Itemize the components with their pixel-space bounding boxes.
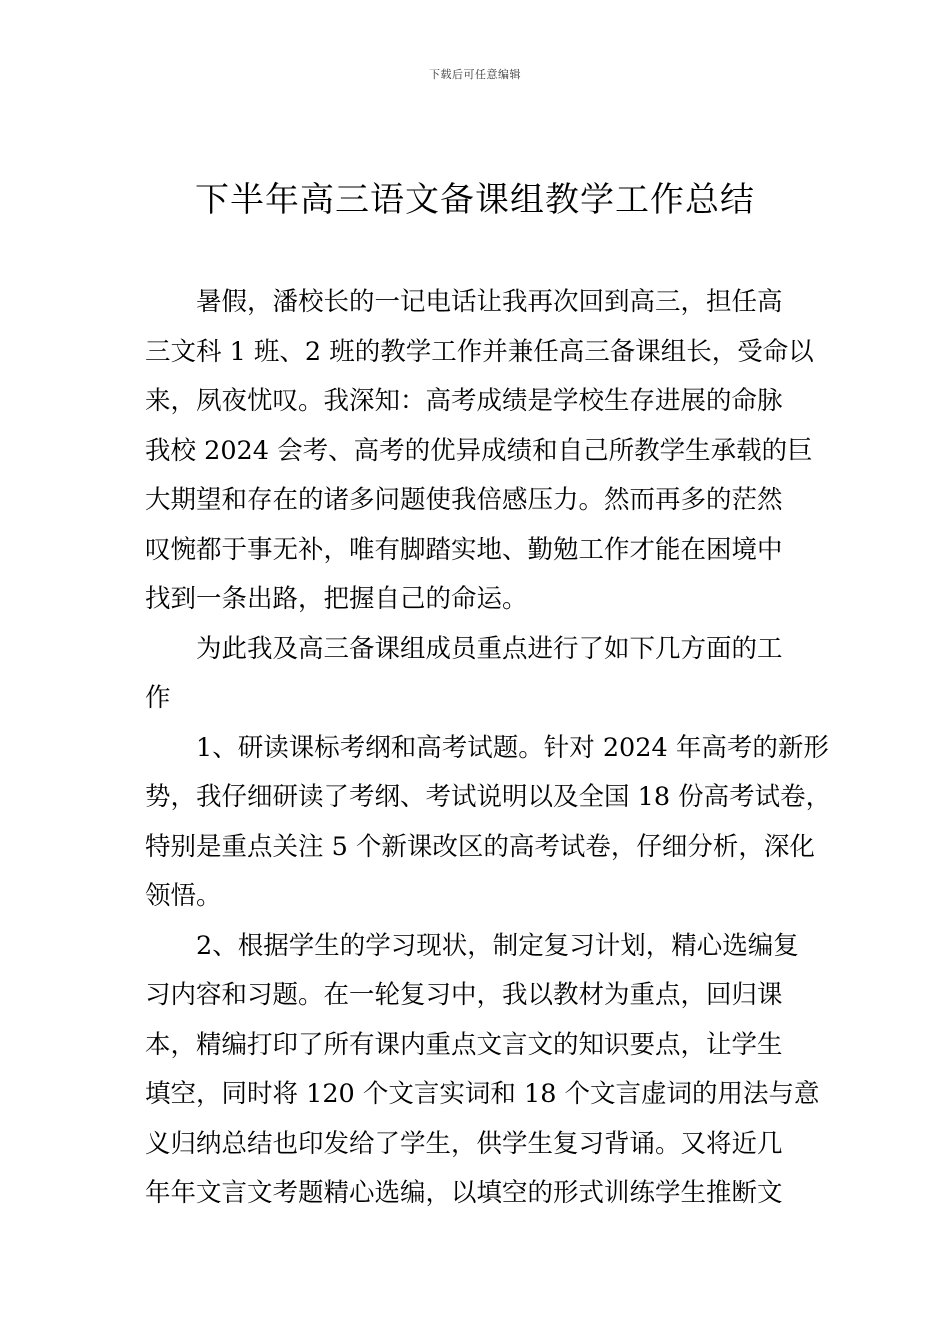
body-line: 为此我及高三备课组成员重点进行了如下几方面的工 xyxy=(196,633,783,664)
body-line: 年年文言文考题精心选编，以填空的形式训练学生推断文 xyxy=(145,1178,783,1208)
body-line: 三文科 1 班、2 班的教学工作并兼任高三备课组长，受命以 xyxy=(145,336,814,367)
body-line: 暑假，潘校长的一记电话让我再次回到高三，担任高 xyxy=(196,287,783,317)
body-line: 本，精编打印了所有课内重点文言文的知识要点，让学生 xyxy=(145,1029,783,1060)
body-line: 来，夙夜忧叹。我深知：高考成绩是学校生存进展的命脉 xyxy=(145,386,783,416)
body-line: 2、根据学生的学习现状，制定复习计划，精心选编复 xyxy=(196,930,799,961)
body-line: 习内容和习题。在一轮复习中，我以教材为重点，回归课 xyxy=(145,980,783,1010)
body-line: 作 xyxy=(145,683,171,713)
body-line: 义归纳总结也印发给了学生，供学生复习背诵。又将近几 xyxy=(145,1128,783,1159)
body-line: 找到一条出路，把握自己的命运。 xyxy=(145,584,528,614)
body-line: 领悟。 xyxy=(145,881,222,911)
body-line: 我校 2024 会考、高考的优异成绩和自己所教学生承载的巨 xyxy=(145,435,813,466)
document-body xyxy=(145,278,832,1219)
body-line: 势，我仔细研读了考纲、考试说明以及全国 18 份高考试卷， xyxy=(145,782,832,812)
body-line: 1、研读课标考纲和高考试题。针对 2024 年高考的新形 xyxy=(196,732,829,763)
document-title: 下半年高三语文备课组教学工作总结 xyxy=(195,180,755,220)
body-line: 叹惋都于事无补，唯有脚踏实地、勤勉工作才能在困境中 xyxy=(145,534,783,565)
page-header-note: 下载后可任意编辑 xyxy=(429,68,521,81)
body-line: 填空，同时将 120 个文言实词和 18 个文言虚词的用法与意 xyxy=(145,1079,820,1109)
body-line: 特别是重点关注 5 个新课改区的高考试卷，仔细分析，深化 xyxy=(145,831,815,862)
body-line: 大期望和存在的诸多问题使我倍感压力。然而再多的茫然 xyxy=(145,485,783,515)
